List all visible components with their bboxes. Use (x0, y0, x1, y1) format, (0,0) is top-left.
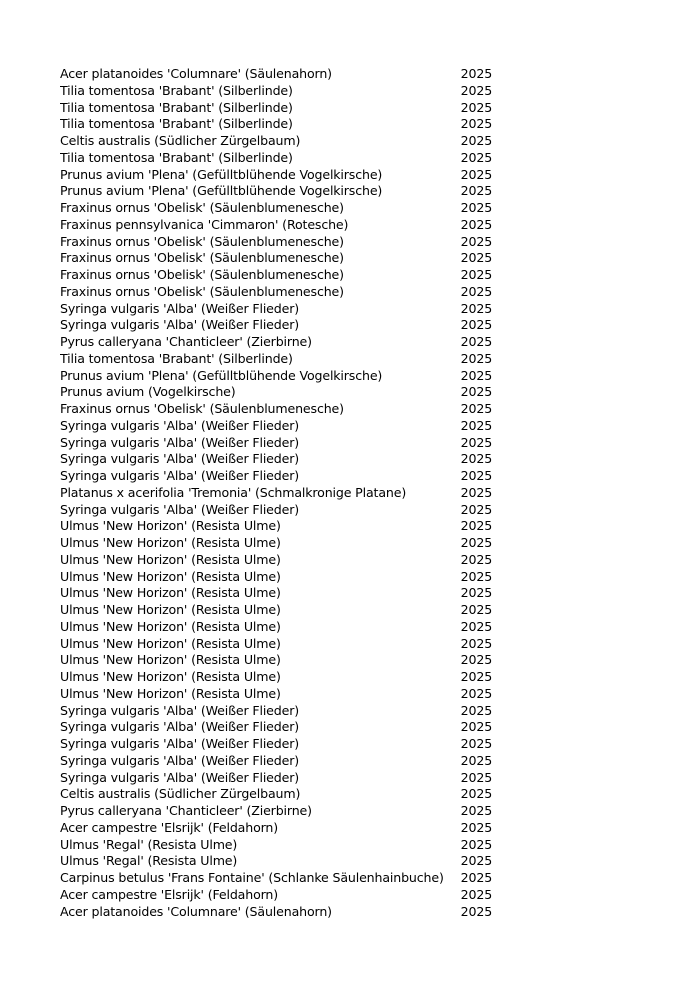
planting-year: 2025 (460, 702, 493, 718)
list-item (60, 66, 500, 83)
planting-year: 2025 (460, 149, 493, 165)
tree-name: Tilia tomentosa 'Brabant' (Silberlinde) (60, 350, 293, 366)
planting-year: 2025 (460, 401, 493, 416)
list-item (60, 435, 500, 452)
list-item (60, 652, 500, 669)
list-item (60, 837, 500, 854)
planting-year: 2025 (460, 736, 493, 751)
tree-name: Prunus avium (Vogelkirsche) (60, 384, 236, 400)
tree-name: Syringa vulgaris 'Alba' (Weißer Flieder) (60, 769, 300, 785)
tree-name: Syringa vulgaris 'Alba' (Weißer Flieder) (60, 300, 300, 316)
list-item (60, 284, 500, 301)
tree-name: Fraxinus ornus 'Obelisk' (Säulenblumenesche) (60, 401, 344, 416)
list-item (60, 317, 500, 334)
list-item (60, 234, 500, 251)
planting-year: 2025 (460, 886, 493, 902)
planting-year: 2025 (460, 166, 493, 182)
tree-name: Syringa vulgaris 'Alba' (Weißer Flieder) (60, 702, 300, 718)
planting-year: 2025 (460, 283, 493, 299)
tree-name: Ulmus 'New Horizon' (Resista Ulme) (60, 685, 281, 701)
tree-name: Tilia tomentosa 'Brabant' (Silberlinde) (60, 99, 293, 115)
tree-name: Celtis australis (Südlicher Zürgelbaum) (60, 786, 301, 802)
list-item (60, 167, 500, 184)
planting-year: 2025 (460, 183, 493, 199)
list-item (60, 569, 500, 586)
planting-year: 2025 (460, 116, 493, 132)
list-item (60, 820, 500, 837)
tree-name: Ulmus 'New Horizon' (Resista Ulme) (60, 618, 281, 634)
tree-name: Syringa vulgaris 'Alba' (Weißer Flieder) (60, 317, 300, 333)
list-item (60, 803, 500, 820)
planting-year: 2025 (460, 803, 493, 818)
planting-year: 2025 (460, 752, 493, 768)
planting-year: 2025 (460, 501, 493, 517)
planting-year: 2025 (460, 870, 493, 885)
list-item (60, 351, 500, 368)
planting-year: 2025 (460, 367, 493, 383)
list-item (60, 786, 500, 803)
list-item (60, 183, 500, 200)
planting-year: 2025 (460, 200, 493, 215)
tree-name: Ulmus 'Regal' (Resista Ulme) (60, 836, 238, 852)
planting-year: 2025 (460, 451, 493, 467)
list-item (60, 585, 500, 602)
planting-year: 2025 (460, 216, 493, 232)
tree-list (60, 66, 500, 920)
list-item (60, 535, 500, 552)
list-item (60, 753, 500, 770)
planting-year: 2025 (460, 267, 493, 282)
list-item (60, 770, 500, 787)
tree-name: Syringa vulgaris 'Alba' (Weißer Flieder) (60, 736, 300, 751)
list-item (60, 301, 500, 318)
list-item (60, 602, 500, 619)
tree-name: Acer platanoides 'Columnare' (Säulenahorn) (60, 903, 332, 919)
planting-year: 2025 (460, 133, 493, 148)
tree-name: Prunus avium 'Plena' (Gefülltblühende Vogelkirsche) (60, 183, 383, 199)
tree-name: Acer platanoides 'Columnare' (Säulenahorn) (60, 66, 332, 81)
tree-name: Acer campestre 'Elsrijk' (Feldahorn) (60, 886, 279, 902)
planting-year: 2025 (460, 853, 493, 869)
list-item (60, 736, 500, 753)
tree-name: Fraxinus ornus 'Obelisk' (Säulenblumenesche) (60, 200, 344, 215)
planting-year: 2025 (460, 233, 493, 249)
tree-name: Carpinus betulus 'Frans Fontaine' (Schlanke Säulenhainbuche) (60, 870, 444, 885)
list-item (60, 669, 500, 686)
planting-year: 2025 (460, 836, 493, 852)
planting-year: 2025 (460, 602, 493, 617)
list-item (60, 133, 500, 150)
tree-name: Acer campestre 'Elsrijk' (Feldahorn) (60, 819, 279, 835)
planting-year: 2025 (460, 618, 493, 634)
planting-year: 2025 (460, 417, 493, 433)
list-item (60, 686, 500, 703)
list-item (60, 83, 500, 100)
tree-name: Syringa vulgaris 'Alba' (Weißer Flieder) (60, 719, 300, 735)
list-item (60, 904, 500, 921)
list-item (60, 485, 500, 502)
list-item (60, 200, 500, 217)
list-item (60, 116, 500, 133)
list-item (60, 853, 500, 870)
tree-name: Ulmus 'Regal' (Resista Ulme) (60, 853, 238, 869)
planting-year: 2025 (460, 484, 493, 500)
tree-name: Ulmus 'New Horizon' (Resista Ulme) (60, 635, 281, 651)
list-item (60, 552, 500, 569)
list-item (60, 870, 500, 887)
planting-year: 2025 (460, 568, 493, 584)
tree-name: Syringa vulgaris 'Alba' (Weißer Flieder) (60, 752, 300, 768)
planting-year: 2025 (460, 786, 493, 802)
planting-year: 2025 (460, 551, 493, 567)
list-item (60, 703, 500, 720)
list-item (60, 418, 500, 435)
planting-year: 2025 (460, 685, 493, 701)
tree-name: Ulmus 'New Horizon' (Resista Ulme) (60, 535, 281, 550)
planting-year: 2025 (460, 535, 493, 550)
tree-name: Syringa vulgaris 'Alba' (Weißer Flieder) (60, 417, 300, 433)
tree-name: Prunus avium 'Plena' (Gefülltblühende Vogelkirsche) (60, 367, 383, 383)
list-item (60, 636, 500, 653)
list-item (60, 468, 500, 485)
planting-year: 2025 (460, 769, 493, 785)
planting-year: 2025 (460, 250, 493, 266)
tree-name: Ulmus 'New Horizon' (Resista Ulme) (60, 602, 281, 617)
tree-name: Syringa vulgaris 'Alba' (Weißer Flieder) (60, 501, 300, 517)
list-item (60, 401, 500, 418)
tree-name: Syringa vulgaris 'Alba' (Weißer Flieder) (60, 451, 300, 467)
tree-name: Syringa vulgaris 'Alba' (Weißer Flieder) (60, 434, 300, 450)
tree-name: Celtis australis (Südlicher Zürgelbaum) (60, 133, 301, 148)
planting-year: 2025 (460, 334, 493, 349)
planting-year: 2025 (460, 585, 493, 601)
planting-year: 2025 (460, 300, 493, 316)
planting-year: 2025 (460, 82, 493, 98)
list-item (60, 150, 500, 167)
tree-name: Pyrus calleryana 'Chanticleer' (Zierbirne) (60, 334, 312, 349)
planting-year: 2025 (460, 903, 493, 919)
planting-year: 2025 (460, 434, 493, 450)
tree-name: Prunus avium 'Plena' (Gefülltblühende Vogelkirsche) (60, 166, 383, 182)
planting-year: 2025 (460, 468, 493, 483)
tree-name: Fraxinus ornus 'Obelisk' (Säulenblumenesche) (60, 267, 344, 282)
list-item (60, 502, 500, 519)
planting-year: 2025 (460, 317, 493, 333)
list-item (60, 619, 500, 636)
tree-name: Fraxinus ornus 'Obelisk' (Säulenblumenesche) (60, 250, 344, 266)
list-item (60, 217, 500, 234)
list-item (60, 250, 500, 267)
planting-year: 2025 (460, 669, 493, 684)
planting-year: 2025 (460, 384, 493, 400)
tree-name: Tilia tomentosa 'Brabant' (Silberlinde) (60, 82, 293, 98)
tree-name: Tilia tomentosa 'Brabant' (Silberlinde) (60, 149, 293, 165)
planting-year: 2025 (460, 518, 493, 534)
tree-name: Ulmus 'New Horizon' (Resista Ulme) (60, 518, 281, 534)
planting-year: 2025 (460, 66, 493, 81)
tree-name: Ulmus 'New Horizon' (Resista Ulme) (60, 551, 281, 567)
tree-name: Fraxinus ornus 'Obelisk' (Säulenblumenesche) (60, 283, 344, 299)
planting-year: 2025 (460, 652, 493, 668)
tree-name: Ulmus 'New Horizon' (Resista Ulme) (60, 568, 281, 584)
tree-name: Fraxinus pennsylvanica 'Cimmaron' (Rotesche) (60, 216, 349, 232)
list-item (60, 100, 500, 117)
tree-name: Fraxinus ornus 'Obelisk' (Säulenblumenesche) (60, 233, 344, 249)
list-item (60, 887, 500, 904)
tree-name: Tilia tomentosa 'Brabant' (Silberlinde) (60, 116, 293, 132)
tree-name: Ulmus 'New Horizon' (Resista Ulme) (60, 585, 281, 601)
planting-year: 2025 (460, 99, 493, 115)
tree-name: Ulmus 'New Horizon' (Resista Ulme) (60, 652, 281, 668)
planting-year: 2025 (460, 719, 493, 735)
list-item (60, 451, 500, 468)
list-item (60, 518, 500, 535)
list-item (60, 267, 500, 284)
tree-name: Syringa vulgaris 'Alba' (Weißer Flieder) (60, 468, 300, 483)
list-item (60, 384, 500, 401)
tree-name: Pyrus calleryana 'Chanticleer' (Zierbirne) (60, 803, 312, 818)
tree-name: Ulmus 'New Horizon' (Resista Ulme) (60, 669, 281, 684)
tree-name: Platanus x acerifolia 'Tremonia' (Schmalkronige Platane) (60, 484, 407, 500)
list-item (60, 368, 500, 385)
list-item (60, 719, 500, 736)
planting-year: 2025 (460, 819, 493, 835)
planting-year: 2025 (460, 635, 493, 651)
list-item (60, 334, 500, 351)
planting-year: 2025 (460, 350, 493, 366)
